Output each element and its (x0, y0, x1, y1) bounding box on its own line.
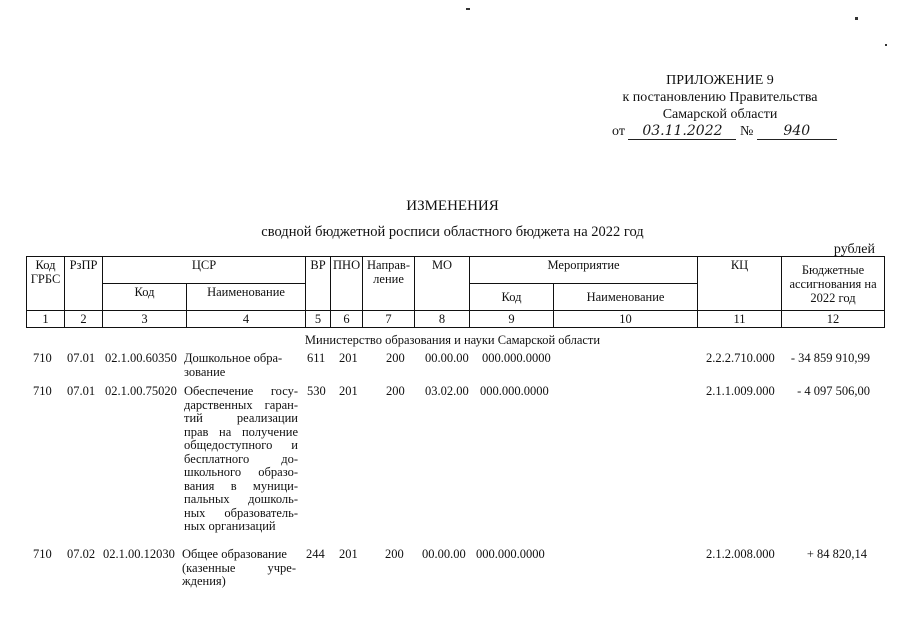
row-kc: 2.1.1.009.000 (706, 384, 775, 398)
appendix-block (600, 72, 840, 140)
col-csr-kod: Код (103, 284, 187, 311)
row-rzpr: 07.01 (67, 384, 96, 398)
col-number: 5 (306, 311, 331, 328)
row-csr: 02.1.00.12030 (103, 547, 175, 561)
col-number: 3 (103, 311, 187, 328)
row-vr: 530 (307, 384, 326, 398)
col-pno: ПНО (331, 257, 363, 311)
units-label: рублей (833, 242, 875, 257)
col-rzpr: РзПР (65, 257, 103, 311)
section-title: Министерство образования и науки Самарской области (304, 333, 601, 347)
col-number: 9 (470, 311, 554, 328)
col-kc: КЦ (698, 257, 782, 311)
document-subtitle: сводной бюджетной росписи областного бюджета на 2022 год (261, 224, 644, 240)
row-csr: 02.1.00.75020 (105, 384, 177, 398)
scan-speck (466, 8, 470, 10)
row-pno: 201 (339, 384, 358, 398)
row-amount: + 84 820,14 (806, 547, 867, 561)
scan-speck (855, 17, 858, 20)
col-number: 1 (27, 311, 65, 328)
col-number: 4 (187, 311, 306, 328)
row-name (184, 385, 298, 534)
scan-speck (885, 44, 887, 46)
row-rzpr: 07.02 (67, 547, 96, 561)
appendix-title: ПРИЛОЖЕНИЕ 9 (666, 73, 774, 88)
budget-table-header (26, 256, 885, 328)
row-name-line: ных образователь- (184, 505, 298, 520)
col-meropr-name: Наименование (554, 284, 698, 311)
row-pno: 201 (339, 547, 358, 561)
row-name-line: Общее образование (182, 547, 287, 561)
col-number: 8 (415, 311, 470, 328)
appendix-date-line (600, 123, 840, 140)
col-number: 11 (698, 311, 782, 328)
appendix-line-2: Самарской области (662, 107, 778, 122)
row-name-line: бесплатного до- (184, 451, 298, 466)
document-title: ИЗМЕНЕНИЯ (406, 198, 499, 214)
row-rzpr: 07.01 (67, 351, 96, 365)
row-name-line: зование (184, 364, 226, 379)
row-name-line: школьного образо- (184, 465, 298, 479)
col-csr-name: Наименование (187, 284, 306, 311)
row-name-line: прав на получение (184, 424, 298, 439)
appendix-line-1: к постановлению Правительства (622, 90, 818, 105)
col-meropr: Мероприятие (470, 257, 698, 284)
row-amount: - 4 097 506,00 (797, 384, 870, 398)
row-kc: 2.1.2.008.000 (706, 547, 775, 561)
row-name-line: пальных дошколь- (184, 492, 298, 506)
number-value: 940 (757, 124, 837, 140)
row-name-line: ждения) (182, 574, 226, 588)
row-meropr-kod: 000.000.0000 (476, 547, 545, 561)
row-name-line: Обеспечение госу- (184, 384, 298, 398)
row-pno: 201 (339, 351, 358, 365)
row-mo: 03.02.00 (425, 384, 469, 398)
row-meropr-kod: 000.000.0000 (482, 351, 551, 365)
row-mo: 00.00.00 (425, 351, 469, 365)
col-mo: МО (415, 257, 470, 311)
col-number: 10 (554, 311, 698, 328)
col-meropr-kod: Код (470, 284, 554, 311)
col-number: 6 (331, 311, 363, 328)
col-napr: Направ-ление (363, 257, 415, 311)
row-name (182, 548, 296, 589)
row-amount: - 34 859 910,99 (790, 351, 870, 365)
row-napr: 200 (386, 384, 405, 398)
row-name-line: общедоступного и (184, 438, 298, 452)
row-name-line: дарственных гаран- (184, 397, 298, 412)
col-vr: ВР (306, 257, 331, 311)
row-name-line: (казенные учре- (182, 560, 296, 575)
row-name-line: вания в муници- (184, 478, 298, 493)
row-mo: 00.00.00 (422, 547, 466, 561)
row-name (184, 352, 298, 379)
col-number: 7 (363, 311, 415, 328)
col-csr: ЦСР (103, 257, 306, 284)
row-name-line: Дошкольное обра- (184, 351, 283, 365)
row-kc: 2.2.2.710.000 (706, 351, 775, 365)
col-budget: Бюджетные ассигнования на 2022 год (782, 257, 885, 311)
col-kod-grbs: Код ГРБС (27, 257, 65, 311)
row-grbs: 710 (33, 351, 52, 365)
row-grbs: 710 (33, 384, 52, 398)
date-prefix: от (612, 124, 625, 139)
row-name-line: тий реализации (184, 411, 298, 425)
row-vr: 244 (306, 547, 325, 561)
row-vr: 611 (307, 351, 326, 365)
row-name-line: ных организаций (184, 519, 276, 533)
col-number: 12 (782, 311, 885, 328)
row-csr: 02.1.00.60350 (105, 351, 177, 365)
number-prefix: № (739, 124, 754, 139)
row-napr: 200 (386, 351, 405, 365)
row-napr: 200 (385, 547, 404, 561)
row-grbs: 710 (33, 547, 52, 561)
col-number: 2 (65, 311, 103, 328)
date-value: 03.11.2022 (628, 124, 736, 140)
row-meropr-kod: 000.000.0000 (480, 384, 549, 398)
